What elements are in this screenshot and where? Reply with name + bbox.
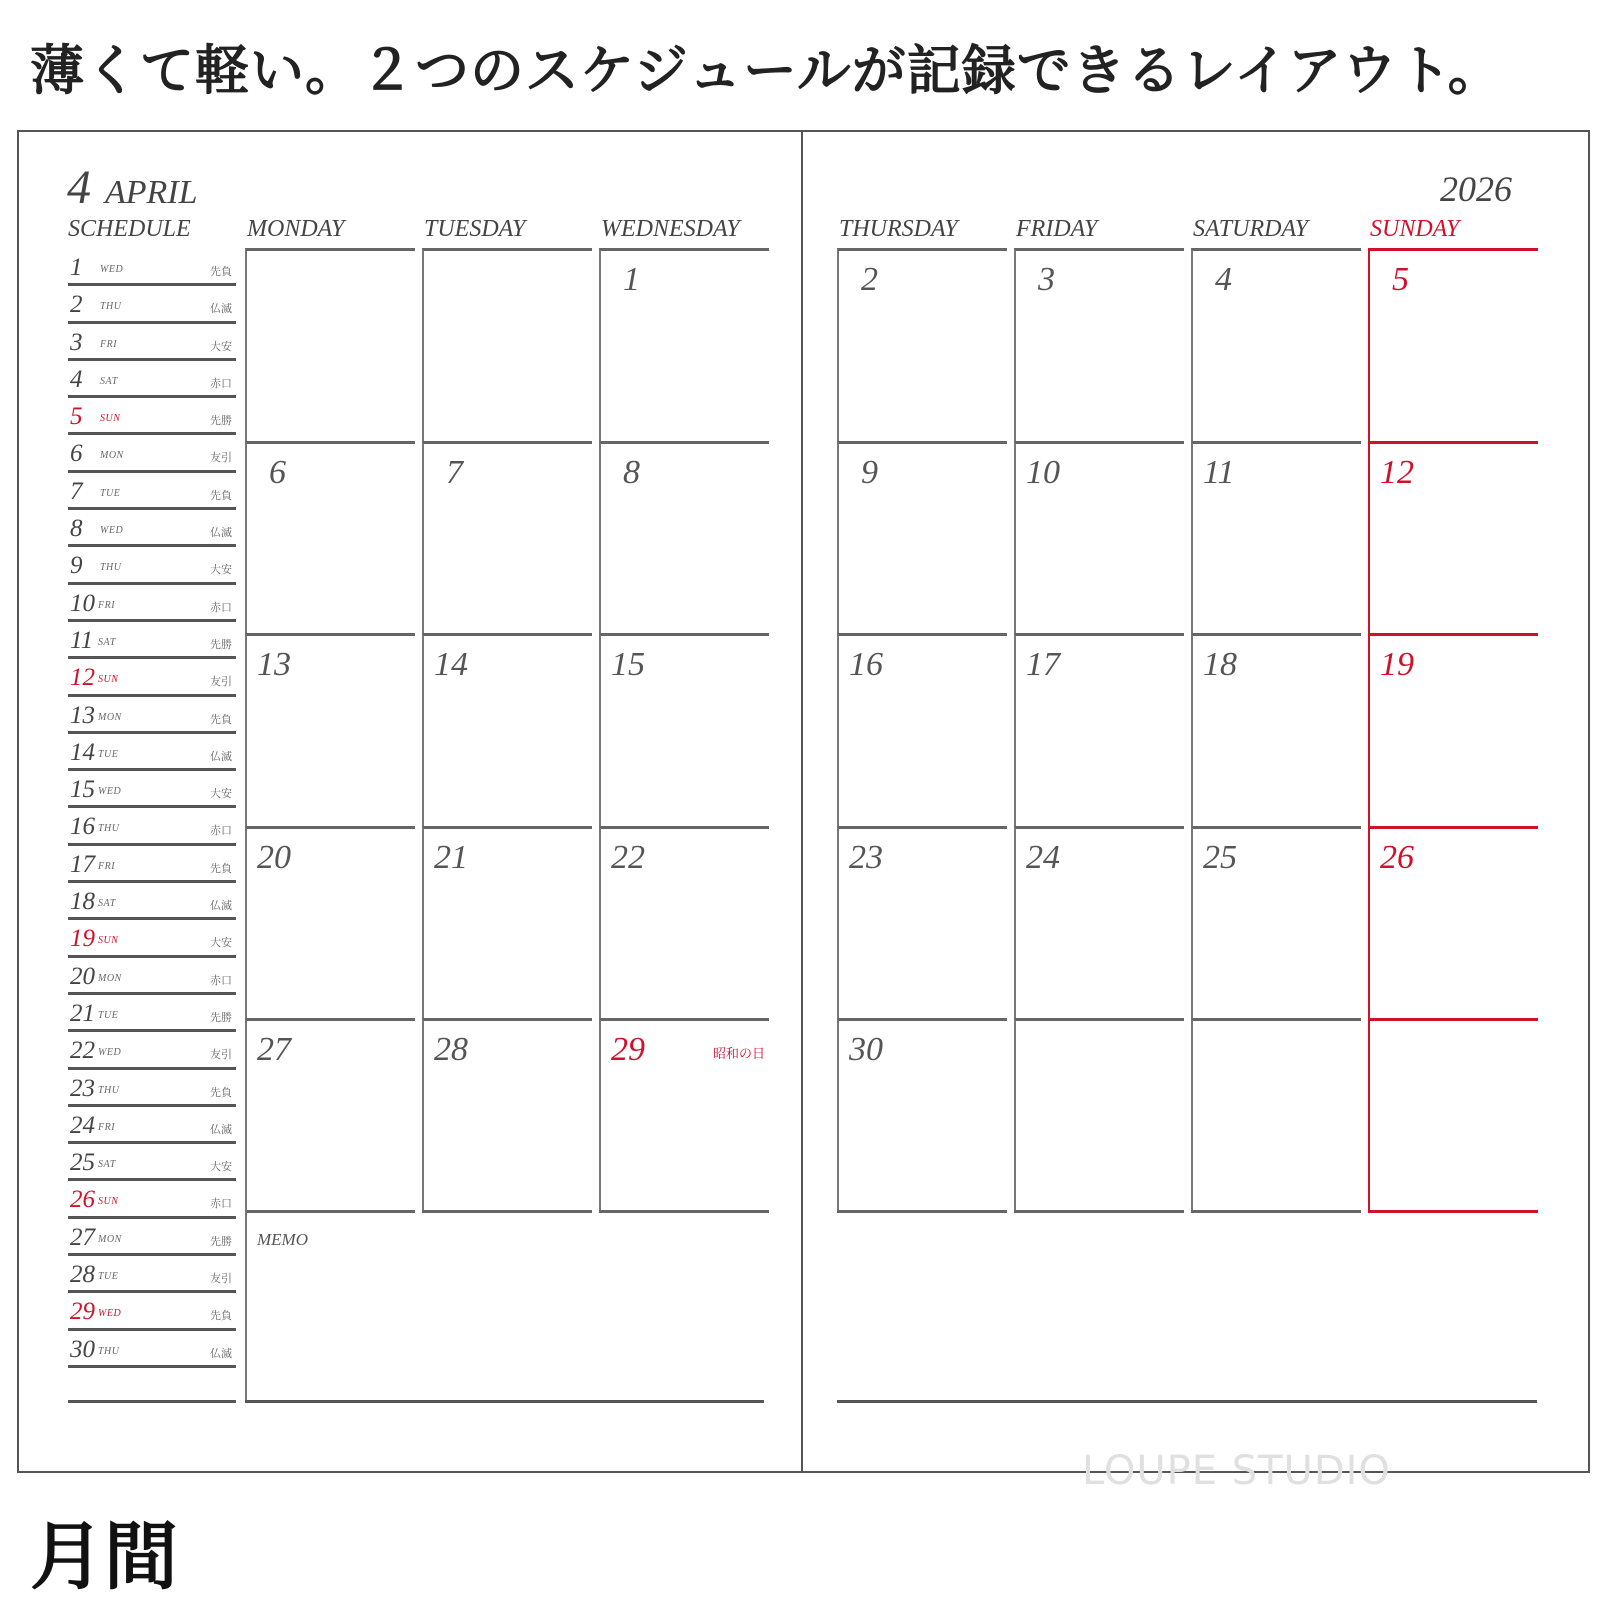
calendar-day-number: 8 [623,453,640,491]
schedule-rokuyo: 赤口 [210,1197,232,1211]
schedule-weekday: FRI [98,860,116,872]
schedule-weekday: FRI [98,599,116,611]
calendar-day-cell-22[interactable] [599,826,769,1019]
calendar-day-number: 18 [1203,646,1237,684]
schedule-day-number: 18 [70,888,95,916]
calendar-day-cell-14[interactable] [422,633,592,826]
schedule-row[interactable] [68,364,236,398]
schedule-weekday: SAT [98,1159,116,1171]
schedule-weekday: SUN [98,1196,119,1208]
schedule-weekday: WED [98,1047,122,1059]
schedule-day-number: 5 [70,403,83,431]
schedule-row[interactable] [68,662,236,696]
schedule-row[interactable] [68,1334,236,1368]
calendar-empty-cell[interactable] [245,248,415,441]
schedule-rokuyo: 赤口 [210,376,232,390]
calendar-day-cell-15[interactable] [599,633,769,826]
calendar-day-number: 17 [1026,646,1060,684]
schedule-day-number: 19 [70,925,95,953]
schedule-weekday: MON [98,711,122,723]
calendar-day-cell-11[interactable] [1191,441,1361,634]
calendar-day-number: 23 [849,838,883,876]
schedule-rokuyo: 大安 [210,563,232,577]
calendar-bottom-rule [1191,1210,1361,1213]
schedule-rokuyo: 友引 [210,1272,232,1286]
calendar-day-number: 28 [434,1031,468,1069]
calendar-day-number: 10 [1026,453,1060,491]
schedule-weekday: SUN [98,935,119,947]
schedule-rokuyo: 仏滅 [210,1122,232,1136]
calendar-empty-cell[interactable] [1368,1018,1538,1211]
calendar-day-number: 21 [434,838,468,876]
calendar-day-cell-30[interactable] [837,1018,1007,1211]
schedule-weekday: SUN [100,413,121,425]
calendar-day-number: 13 [257,646,291,684]
calendar-day-number: 2 [861,261,878,298]
calendar-day-number: 9 [861,453,878,491]
calendar-day-cell-23[interactable] [837,826,1007,1019]
schedule-row[interactable] [68,737,236,771]
schedule-rokuyo: 友引 [210,675,232,689]
schedule-row[interactable] [68,923,236,957]
memo-bottom-rule-right [837,1400,1537,1403]
schedule-weekday: SAT [100,375,118,387]
memo-label: MEMO [257,1230,308,1249]
schedule-rokuyo: 仏滅 [210,302,232,316]
calendar-day-number: 20 [257,838,291,876]
schedule-day-number: 30 [70,1335,95,1363]
calendar-day-cell-16[interactable] [837,633,1007,826]
schedule-list [68,252,236,1371]
schedule-row[interactable] [68,998,236,1032]
schedule-weekday: SAT [98,898,116,910]
schedule-weekday: THU [98,823,120,835]
schedule-row[interactable] [68,849,236,883]
schedule-day-number: 6 [70,440,83,468]
schedule-row[interactable] [68,252,236,286]
schedule-day-number: 24 [70,1111,95,1139]
column-header-tuesday: TUESDAY [424,216,526,242]
schedule-weekday: FRI [98,1121,116,1133]
schedule-day-number: 14 [70,738,95,766]
column-header-thursday: THURSDAY [839,216,958,242]
calendar-day-cell-27[interactable] [245,1018,415,1211]
month-number: 4 [67,161,91,214]
calendar-day-number: 26 [1380,838,1414,876]
calendar-day-number: 6 [269,453,286,491]
calendar-day-number: 1 [623,261,640,298]
schedule-bottom-rule [68,1400,236,1403]
schedule-row[interactable] [68,401,236,435]
schedule-rokuyo: 大安 [210,339,232,353]
schedule-weekday: THU [98,1084,120,1096]
calendar-day-number: 19 [1380,646,1414,684]
schedule-row[interactable] [68,1147,236,1181]
calendar-day-cell-29[interactable] [599,1018,769,1211]
schedule-rokuyo: 仏滅 [210,749,232,763]
calendar-day-cell-2[interactable] [837,248,1007,441]
headline: 薄くて軽い。２つのスケジュールが記録できるレイアウト。 [30,39,1503,102]
schedule-rokuyo: 友引 [210,1048,232,1062]
schedule-day-number: 12 [70,664,95,692]
schedule-row[interactable] [68,625,236,659]
schedule-row[interactable] [68,886,236,920]
schedule-row[interactable] [68,700,236,734]
calendar-day-cell-9[interactable] [837,441,1007,634]
calendar-empty-cell[interactable] [1014,1018,1184,1211]
schedule-day-number: 1 [70,254,83,281]
schedule-weekday: WED [98,786,122,798]
schedule-row[interactable] [68,550,236,584]
calendar-bottom-rule [1014,1210,1184,1213]
schedule-weekday: TUE [98,748,119,760]
schedule-day-number: 10 [70,589,95,617]
calendar-day-number: 30 [849,1031,883,1069]
schedule-weekday: WED [100,264,124,275]
schedule-day-number: 22 [70,1037,95,1065]
schedule-day-number: 13 [70,701,95,729]
schedule-row[interactable] [68,327,236,361]
calendar-day-cell-28[interactable] [422,1018,592,1211]
schedule-day-number: 8 [70,515,83,543]
schedule-rokuyo: 仏滅 [210,1346,232,1360]
schedule-weekday: SAT [98,636,116,648]
memo-bottom-rule-left [245,1400,764,1403]
schedule-day-number: 27 [70,1223,95,1251]
schedule-day-number: 28 [70,1261,95,1289]
schedule-weekday: WED [98,1308,122,1320]
schedule-row[interactable] [68,1259,236,1293]
schedule-row[interactable] [68,811,236,845]
calendar-day-cell-10[interactable] [1014,441,1184,634]
column-header-saturday: SATURDAY [1193,216,1309,242]
planner-spine [801,130,803,1473]
schedule-weekday: THU [98,1345,120,1357]
schedule-weekday: SUN [98,674,119,686]
schedule-rokuyo: 先負 [210,1085,232,1099]
schedule-weekday: THU [100,562,122,574]
schedule-weekday: TUE [98,1271,119,1283]
schedule-rokuyo: 先負 [210,861,232,875]
calendar-day-cell-12[interactable] [1368,441,1538,634]
calendar-day-number: 22 [611,838,645,876]
calendar-day-number: 7 [446,453,463,491]
calendar-empty-cell[interactable] [422,248,592,441]
column-header-monday: MONDAY [247,216,345,242]
schedule-rokuyo: 友引 [210,451,232,465]
schedule-rokuyo: 先負 [210,265,232,278]
column-header-sunday: SUNDAY [1370,216,1460,242]
schedule-day-number: 17 [70,850,95,878]
calendar-day-number: 29 [611,1031,645,1069]
calendar-day-cell-5[interactable] [1368,248,1538,441]
calendar-day-number: 5 [1392,261,1409,298]
schedule-rokuyo: 先勝 [210,1234,232,1248]
column-header-wednesday: WEDNESDAY [601,216,740,242]
schedule-day-number: 25 [70,1149,95,1177]
schedule-rokuyo: 先勝 [210,414,232,428]
schedule-rokuyo: 赤口 [210,600,232,614]
month-name: APRIL [105,174,198,211]
schedule-weekday: MON [98,972,122,984]
schedule-weekday: TUE [100,487,121,499]
schedule-weekday: THU [100,301,122,313]
calendar-day-cell-4[interactable] [1191,248,1361,441]
schedule-weekday: MON [98,1233,122,1245]
calendar-day-cell-13[interactable] [245,633,415,826]
schedule-row[interactable] [68,1035,236,1069]
schedule-rokuyo: 仏滅 [210,899,232,913]
schedule-rokuyo: 先勝 [210,1010,232,1024]
column-header-friday: FRIDAY [1016,216,1098,242]
schedule-day-number: 4 [70,365,83,393]
calendar-day-cell-25[interactable] [1191,826,1361,1019]
calendar-bottom-rule [1368,1210,1538,1213]
calendar-day-number: 16 [849,646,883,684]
schedule-rokuyo: 仏滅 [210,526,232,540]
schedule-row[interactable] [68,1184,236,1218]
calendar-day-number: 14 [434,646,468,684]
calendar-day-number: 27 [257,1031,291,1069]
schedule-row[interactable] [68,961,236,995]
schedule-day-number: 9 [70,552,83,580]
schedule-day-number: 20 [70,962,95,990]
schedule-rokuyo: 大安 [210,1160,232,1174]
schedule-day-number: 21 [70,999,95,1027]
schedule-row[interactable] [68,1222,236,1256]
calendar-day-cell-24[interactable] [1014,826,1184,1019]
calendar-day-cell-20[interactable] [245,826,415,1019]
calendar-day-cell-7[interactable] [422,441,592,634]
schedule-rokuyo: 先負 [210,488,232,502]
schedule-day-number: 7 [70,477,83,505]
schedule-row[interactable] [68,289,236,323]
schedule-row[interactable] [68,476,236,510]
footer-label: 月間 [30,1514,178,1600]
calendar-day-cell-21[interactable] [422,826,592,1019]
calendar-day-cell-1[interactable] [599,248,769,441]
calendar-day-cell-3[interactable] [1014,248,1184,441]
calendar-day-number: 24 [1026,838,1060,876]
schedule-rokuyo: 赤口 [210,824,232,838]
schedule-weekday: TUE [98,1009,119,1021]
schedule-row[interactable] [68,774,236,808]
calendar-empty-cell[interactable] [1191,1018,1361,1211]
calendar-day-cell-17[interactable] [1014,633,1184,826]
schedule-day-number: 15 [70,776,95,804]
column-header-schedule: SCHEDULE [68,216,191,242]
year-label: 2026 [1440,169,1512,209]
schedule-day-number: 3 [70,328,83,356]
schedule-row[interactable] [68,1073,236,1107]
schedule-row[interactable] [68,438,236,472]
schedule-row[interactable] [68,1296,236,1330]
schedule-weekday: MON [100,450,124,462]
calendar-day-number: 12 [1380,453,1414,491]
calendar-day-number: 11 [1203,453,1235,491]
memo-area[interactable] [245,1208,764,1403]
schedule-row[interactable] [68,513,236,547]
schedule-day-number: 2 [70,291,83,319]
schedule-rokuyo: 大安 [210,936,232,950]
watermark-logo: LOUPE STUDIO [1082,1448,1391,1494]
calendar-day-cell-18[interactable] [1191,633,1361,826]
schedule-rokuyo: 先負 [210,712,232,726]
schedule-weekday: WED [100,525,124,537]
schedule-day-number: 26 [70,1186,95,1214]
schedule-row[interactable] [68,588,236,622]
schedule-day-number: 16 [70,813,95,841]
calendar-day-number: 25 [1203,838,1237,876]
calendar-day-cell-26[interactable] [1368,826,1538,1019]
schedule-row[interactable] [68,1110,236,1144]
calendar-bottom-rule [837,1210,1007,1213]
calendar-day-cell-6[interactable] [245,441,415,634]
schedule-rokuyo: 赤口 [210,973,232,987]
calendar-day-cell-8[interactable] [599,441,769,634]
calendar-day-number: 3 [1038,261,1055,298]
month-title [67,160,198,215]
schedule-rokuyo: 大安 [210,787,232,801]
schedule-weekday: FRI [100,338,118,350]
schedule-rokuyo: 先勝 [210,637,232,651]
calendar-day-number: 15 [611,646,645,684]
schedule-day-number: 29 [70,1298,95,1326]
schedule-day-number: 11 [70,626,94,654]
schedule-rokuyo: 先負 [210,1309,232,1323]
schedule-day-number: 23 [70,1074,95,1102]
calendar-day-number: 4 [1215,261,1232,298]
calendar-day-cell-19[interactable] [1368,633,1538,826]
holiday-name: 昭和の日 [712,1047,765,1063]
